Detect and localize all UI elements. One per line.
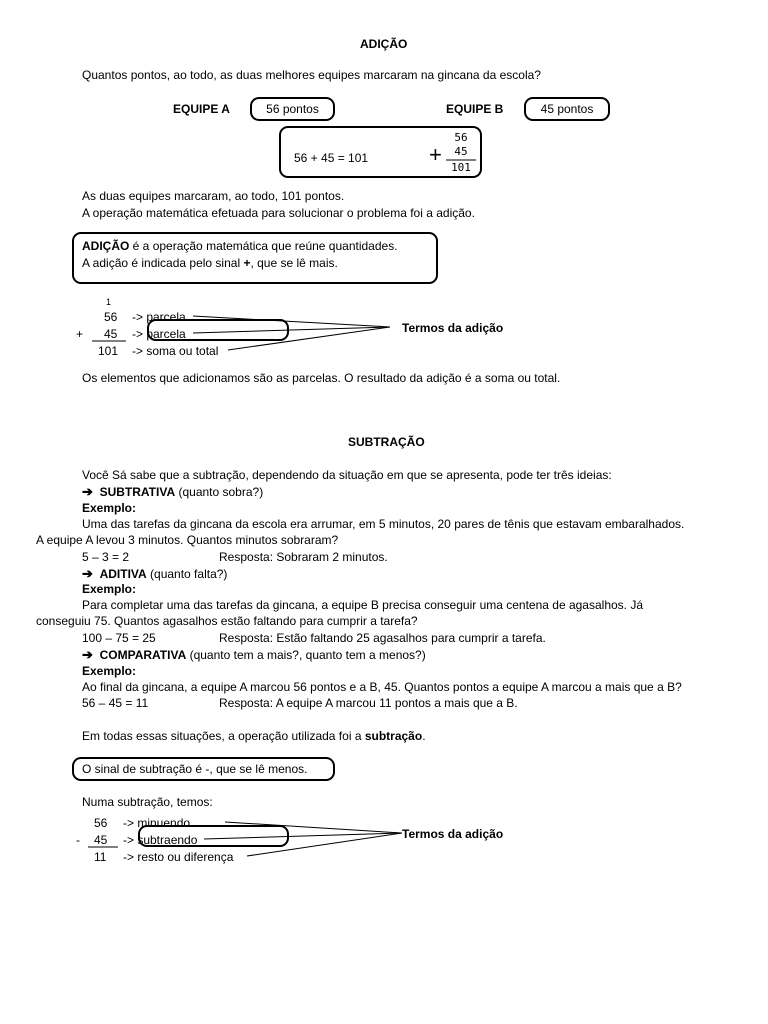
addend-2: 45 — [104, 327, 118, 341]
idea-3-hint: (quanto tem a mais?, quanto tem a menos?) — [186, 648, 426, 662]
difference-value: 11 — [94, 850, 107, 864]
carry-digit: 1 — [106, 297, 112, 307]
example-2-line2: conseguiu 75. Quantos agasalhos estão faltando para cumprir a tarefa? — [36, 614, 418, 628]
equation-inline: 56 + 45 = 101 — [294, 151, 369, 165]
example-3-label: Exemplo: — [82, 664, 137, 678]
team-a-points: 56 pontos — [266, 102, 319, 116]
addend-1-label: -> parcela — [132, 310, 186, 324]
team-b-label: EQUIPE B — [446, 102, 504, 116]
subtraction-operator: - — [76, 833, 80, 847]
subtraction-terms-label: Termos da adição — [402, 827, 504, 841]
example-3-calc: 56 – 45 = 11 — [82, 696, 149, 710]
vertical-plus-sign: + — [429, 142, 442, 167]
subtraction-connector-2 — [204, 833, 402, 839]
example-3-line1: Ao final da gincana, a equipe A marcou 56 pontos e a B, 45. Quantos pontos a equipe A marcou a mais que a B? — [82, 680, 682, 694]
vertical-mid-number: 45 — [454, 145, 468, 158]
arrow-right-icon: ➔ — [82, 484, 93, 499]
addition-sign-text-pre: A adição é indicada pelo sinal — [82, 256, 244, 270]
subtrahend: 45 — [94, 833, 108, 847]
addition-terms-label: Termos da adição — [402, 321, 504, 335]
addend-1: 56 — [104, 310, 118, 324]
addition-connector-2 — [193, 327, 390, 333]
addend-2-label: -> parcela — [132, 327, 186, 341]
addition-summary: Os elementos que adicionamos são as parcelas. O resultado da adição é a soma ou total. — [82, 371, 561, 385]
idea-1-name: SUBTRATIVA — [99, 485, 176, 499]
vertical-top-number: 56 — [454, 131, 468, 144]
addition-sign-text-post: , que se lê mais. — [250, 256, 338, 270]
example-1-answer: Resposta: Sobraram 2 minutos. — [219, 550, 388, 564]
subtraction-sign-text: O sinal de subtração é -, que se lê menos. — [82, 762, 308, 776]
addition-conclusion-2: A operação matemática efetuada para solucionar o problema foi a adição. — [82, 206, 475, 220]
idea-2-name: ADITIVA — [99, 567, 147, 581]
example-1-calc: 5 – 3 = 2 — [82, 550, 130, 564]
addition-definition-term: ADIÇÃO — [82, 239, 130, 253]
example-1-line2: A equipe A levou 3 minutos. Quantos minutos sobraram? — [36, 533, 339, 547]
subtraction-intro: Você Sá sabe que a subtração, dependendo da situação em que se apresenta, pode ter três ideias: — [82, 468, 612, 482]
subtraction-connector-3 — [247, 833, 402, 856]
sum-value: 101 — [98, 344, 119, 358]
team-a-label: EQUIPE A — [173, 102, 230, 116]
arrow-right-icon: ➔ — [82, 647, 93, 662]
example-3-answer: Resposta: A equipe A marcou 11 pontos a mais que a B. — [219, 696, 518, 710]
addition-connector-1 — [193, 316, 390, 327]
idea-2-hint: (quanto falta?) — [146, 567, 228, 581]
addition-conclusion-1: As duas equipes marcaram, ao todo, 101 pontos. — [82, 189, 345, 203]
team-b-points: 45 pontos — [540, 102, 594, 116]
vertical-result-number: 101 — [451, 161, 471, 174]
sum-label: -> soma ou total — [132, 344, 219, 358]
example-2-label: Exemplo: — [82, 582, 137, 596]
addition-sign-symbol: + — [243, 256, 251, 270]
addition-connector-3 — [228, 327, 390, 350]
addition-definition-text: é a operação matemática que reúne quantidades. — [129, 239, 398, 253]
all-cases-term: subtração — [364, 729, 423, 743]
all-cases-text: Em todas essas situações, a operação utilizada foi a — [82, 729, 365, 743]
subtraction-connector-1 — [225, 822, 402, 833]
difference-label: -> resto ou diferença — [123, 850, 234, 864]
addition-title: ADIÇÃO — [360, 37, 408, 51]
arrow-right-icon: ➔ — [82, 566, 93, 581]
subtrahend-label: -> subtraendo — [123, 833, 198, 847]
example-2-answer: Resposta: Estão faltando 25 agasalhos para cumprir a tarefa. — [219, 631, 546, 645]
example-2-line1: Para completar uma das tarefas da gincana, a equipe B precisa conseguir uma centena de agasalhos. Já — [82, 598, 644, 612]
minuend-label: -> minuendo — [123, 816, 191, 830]
subtraction-title: SUBTRAÇÃO — [348, 435, 425, 449]
addition-operator: + — [76, 327, 84, 341]
all-cases-period: . — [422, 729, 426, 743]
example-1-label: Exemplo: — [82, 501, 137, 515]
example-2-calc: 100 – 75 = 25 — [82, 631, 156, 645]
example-1-line1: Uma das tarefas da gincana da escola era arrumar, em 5 minutos, 20 pares de tênis que estavam embaralhados. — [82, 517, 685, 531]
subtraction-we-have: Numa subtração, temos: — [82, 795, 213, 809]
idea-3-name: COMPARATIVA — [99, 648, 187, 662]
minuend: 56 — [94, 816, 108, 830]
idea-1-hint: (quanto sobra?) — [175, 485, 264, 499]
addition-question: Quantos pontos, ao todo, as duas melhores equipes marcaram na gincana da escola? — [82, 68, 541, 82]
